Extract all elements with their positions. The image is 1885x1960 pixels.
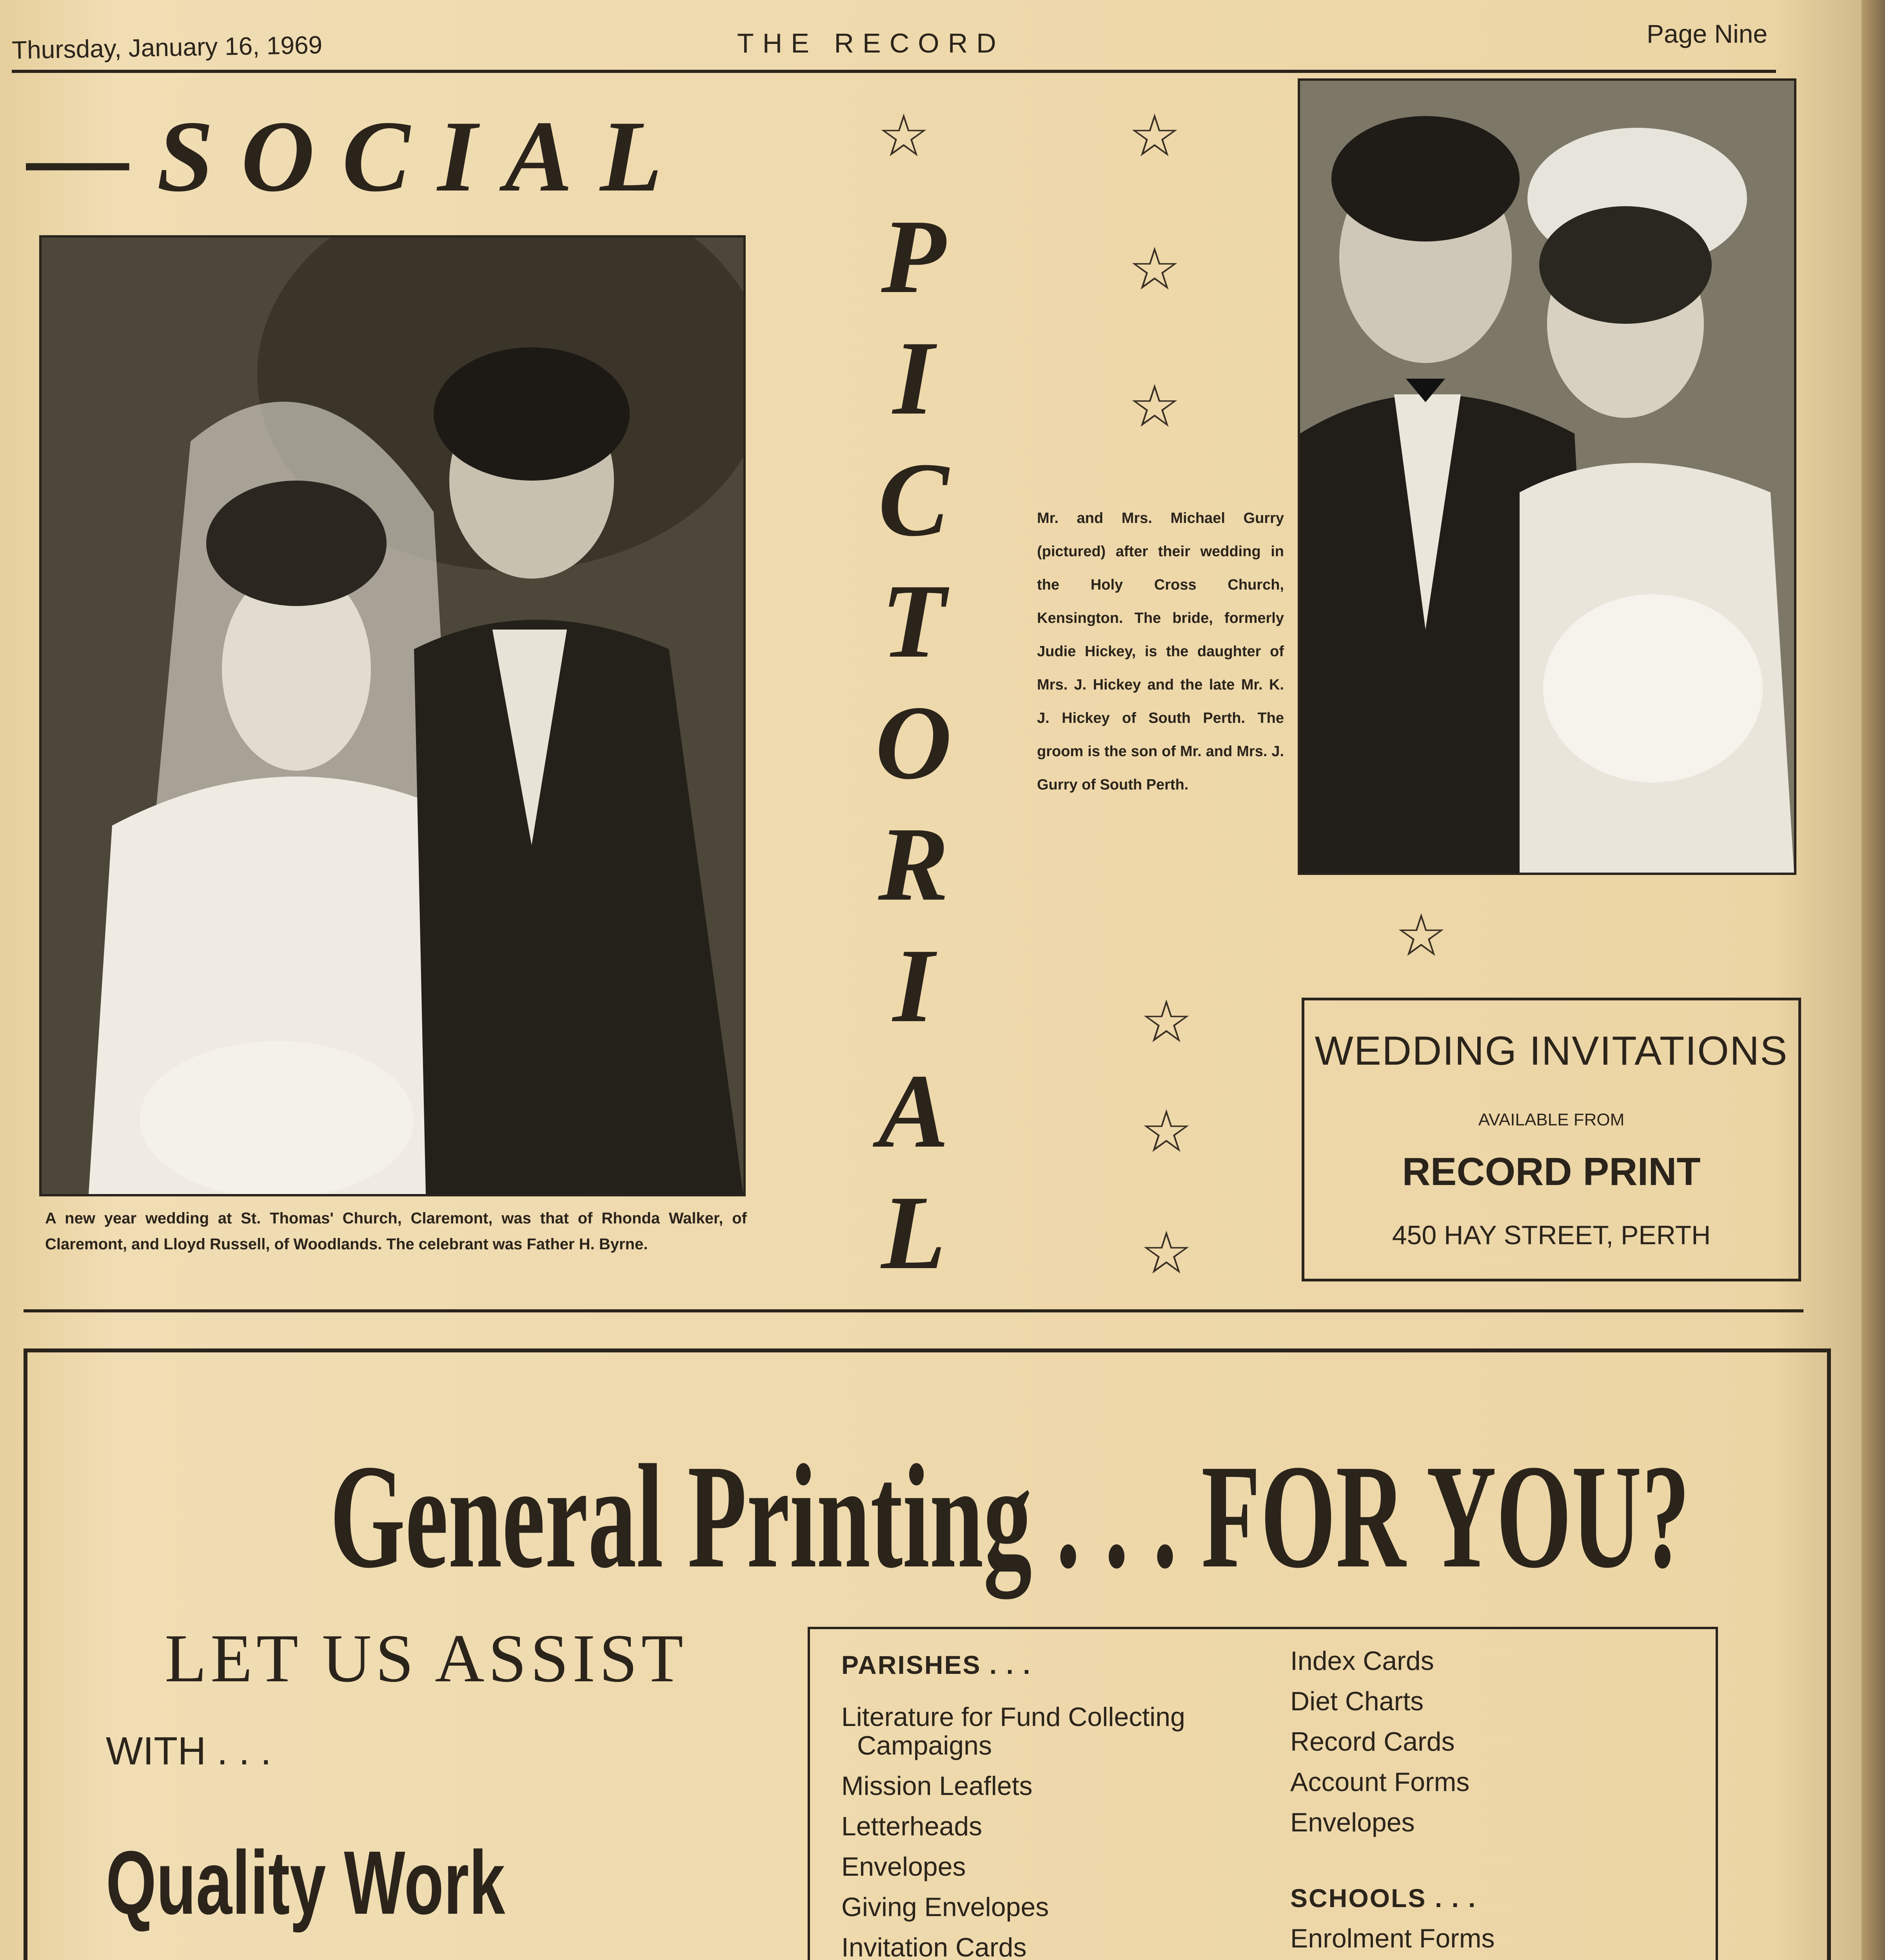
pictorial-letter: A: [878, 1053, 949, 1170]
issue-date: Thursday, January 16, 1969: [11, 31, 323, 64]
star-icon: ☆: [1128, 236, 1181, 302]
pictorial-letter: L: [881, 1174, 946, 1291]
list-item: Giving Envelopes: [841, 1892, 1049, 1922]
pictorial-letter: T: [881, 563, 946, 680]
star-icon: ☆: [1140, 989, 1193, 1054]
services-list-box: [808, 1627, 1718, 1960]
list-item: Envelopes: [841, 1852, 966, 1882]
paper-name: THE RECORD: [737, 28, 1005, 58]
list-item: Index Cards: [1290, 1646, 1434, 1676]
schools-heading: SCHOOLS . . .: [1290, 1884, 1477, 1913]
star-icon: ☆: [1140, 1220, 1193, 1286]
page-number: Page Nine: [1647, 19, 1768, 48]
star-icon: ☆: [1128, 103, 1181, 169]
parishes-heading: PARISHES . . .: [841, 1650, 1031, 1679]
list-item: Enrolment Forms: [1290, 1924, 1495, 1953]
star-icon: ☆: [877, 103, 930, 169]
pictorial-letter: R: [878, 806, 949, 923]
wedding-couple-illustration: [1300, 81, 1794, 873]
list-item: Letterheads: [841, 1811, 982, 1841]
services-column-left: [841, 1645, 1185, 1960]
list-item: Mission Leaflets: [841, 1771, 1033, 1801]
wedding-photo-left: [39, 235, 746, 1196]
wedding-invitations-title: WEDDING INVITATIONS: [1315, 1028, 1788, 1074]
wedding-photo-right: [1298, 78, 1796, 875]
list-item: Account Forms: [1290, 1767, 1470, 1797]
pictorial-letter: I: [893, 927, 934, 1044]
section-rule: [24, 1309, 1803, 1312]
list-item: Envelopes: [1290, 1808, 1415, 1837]
list-item: Diet Charts: [1290, 1686, 1424, 1716]
list-item: Literature for Fund Collecting: [841, 1702, 1185, 1732]
feature-item: Quality Work: [106, 1832, 505, 1933]
right-photo-caption: Mr. and Mrs. Michael Gurry (pictured) after their wedding in the Holy Cross Church, Kensington. The bride, formerly Judie Hickey, is the daughter of Mrs. J. Hickey and the late Mr. K. J. Hickey of South Perth. The groom is the son of Mr. and Mrs. J. Gurry of South Perth.: [1037, 510, 1284, 793]
pictorial-letter: O: [875, 684, 952, 801]
pictorial-letter: C: [878, 441, 949, 558]
with-label: WITH . . .: [106, 1729, 272, 1773]
record-print-name: RECORD PRINT: [1402, 1150, 1701, 1194]
wedding-invitations-box: [1302, 998, 1801, 1281]
record-print-address: 450 HAY STREET, PERTH: [1392, 1220, 1711, 1250]
list-item: Invitation Cards: [841, 1933, 1027, 1960]
available-from-label: AVAILABLE FROM: [1478, 1110, 1625, 1129]
left-photo-caption: A new year wedding at St. Thomas' Church, Claremont, was that of Rhonda Walker, of Claremont, and Lloyd Russell, of Woodlands. The celebrant was Father H. Byrne.: [45, 1210, 747, 1253]
let-us-assist: LET US ASSIST: [165, 1620, 687, 1696]
list-item: Campaigns: [857, 1731, 992, 1760]
list-item: Record Cards: [1290, 1727, 1455, 1757]
pictorial-letter: I: [893, 319, 934, 437]
general-printing-advert: [24, 1348, 1831, 1960]
services-column-right: [1290, 1641, 1680, 1960]
social-title: —SOCIAL: [27, 100, 690, 213]
star-icon: ☆: [1128, 373, 1181, 439]
star-icon: ☆: [1395, 902, 1448, 968]
wedding-couple-illustration: [42, 238, 743, 1194]
pictorial-letter: P: [881, 198, 946, 315]
advert-headline: General Printing . . . FOR YOU?: [330, 1434, 1690, 1599]
header-rule: [12, 70, 1776, 73]
star-icon: ☆: [1140, 1098, 1193, 1164]
